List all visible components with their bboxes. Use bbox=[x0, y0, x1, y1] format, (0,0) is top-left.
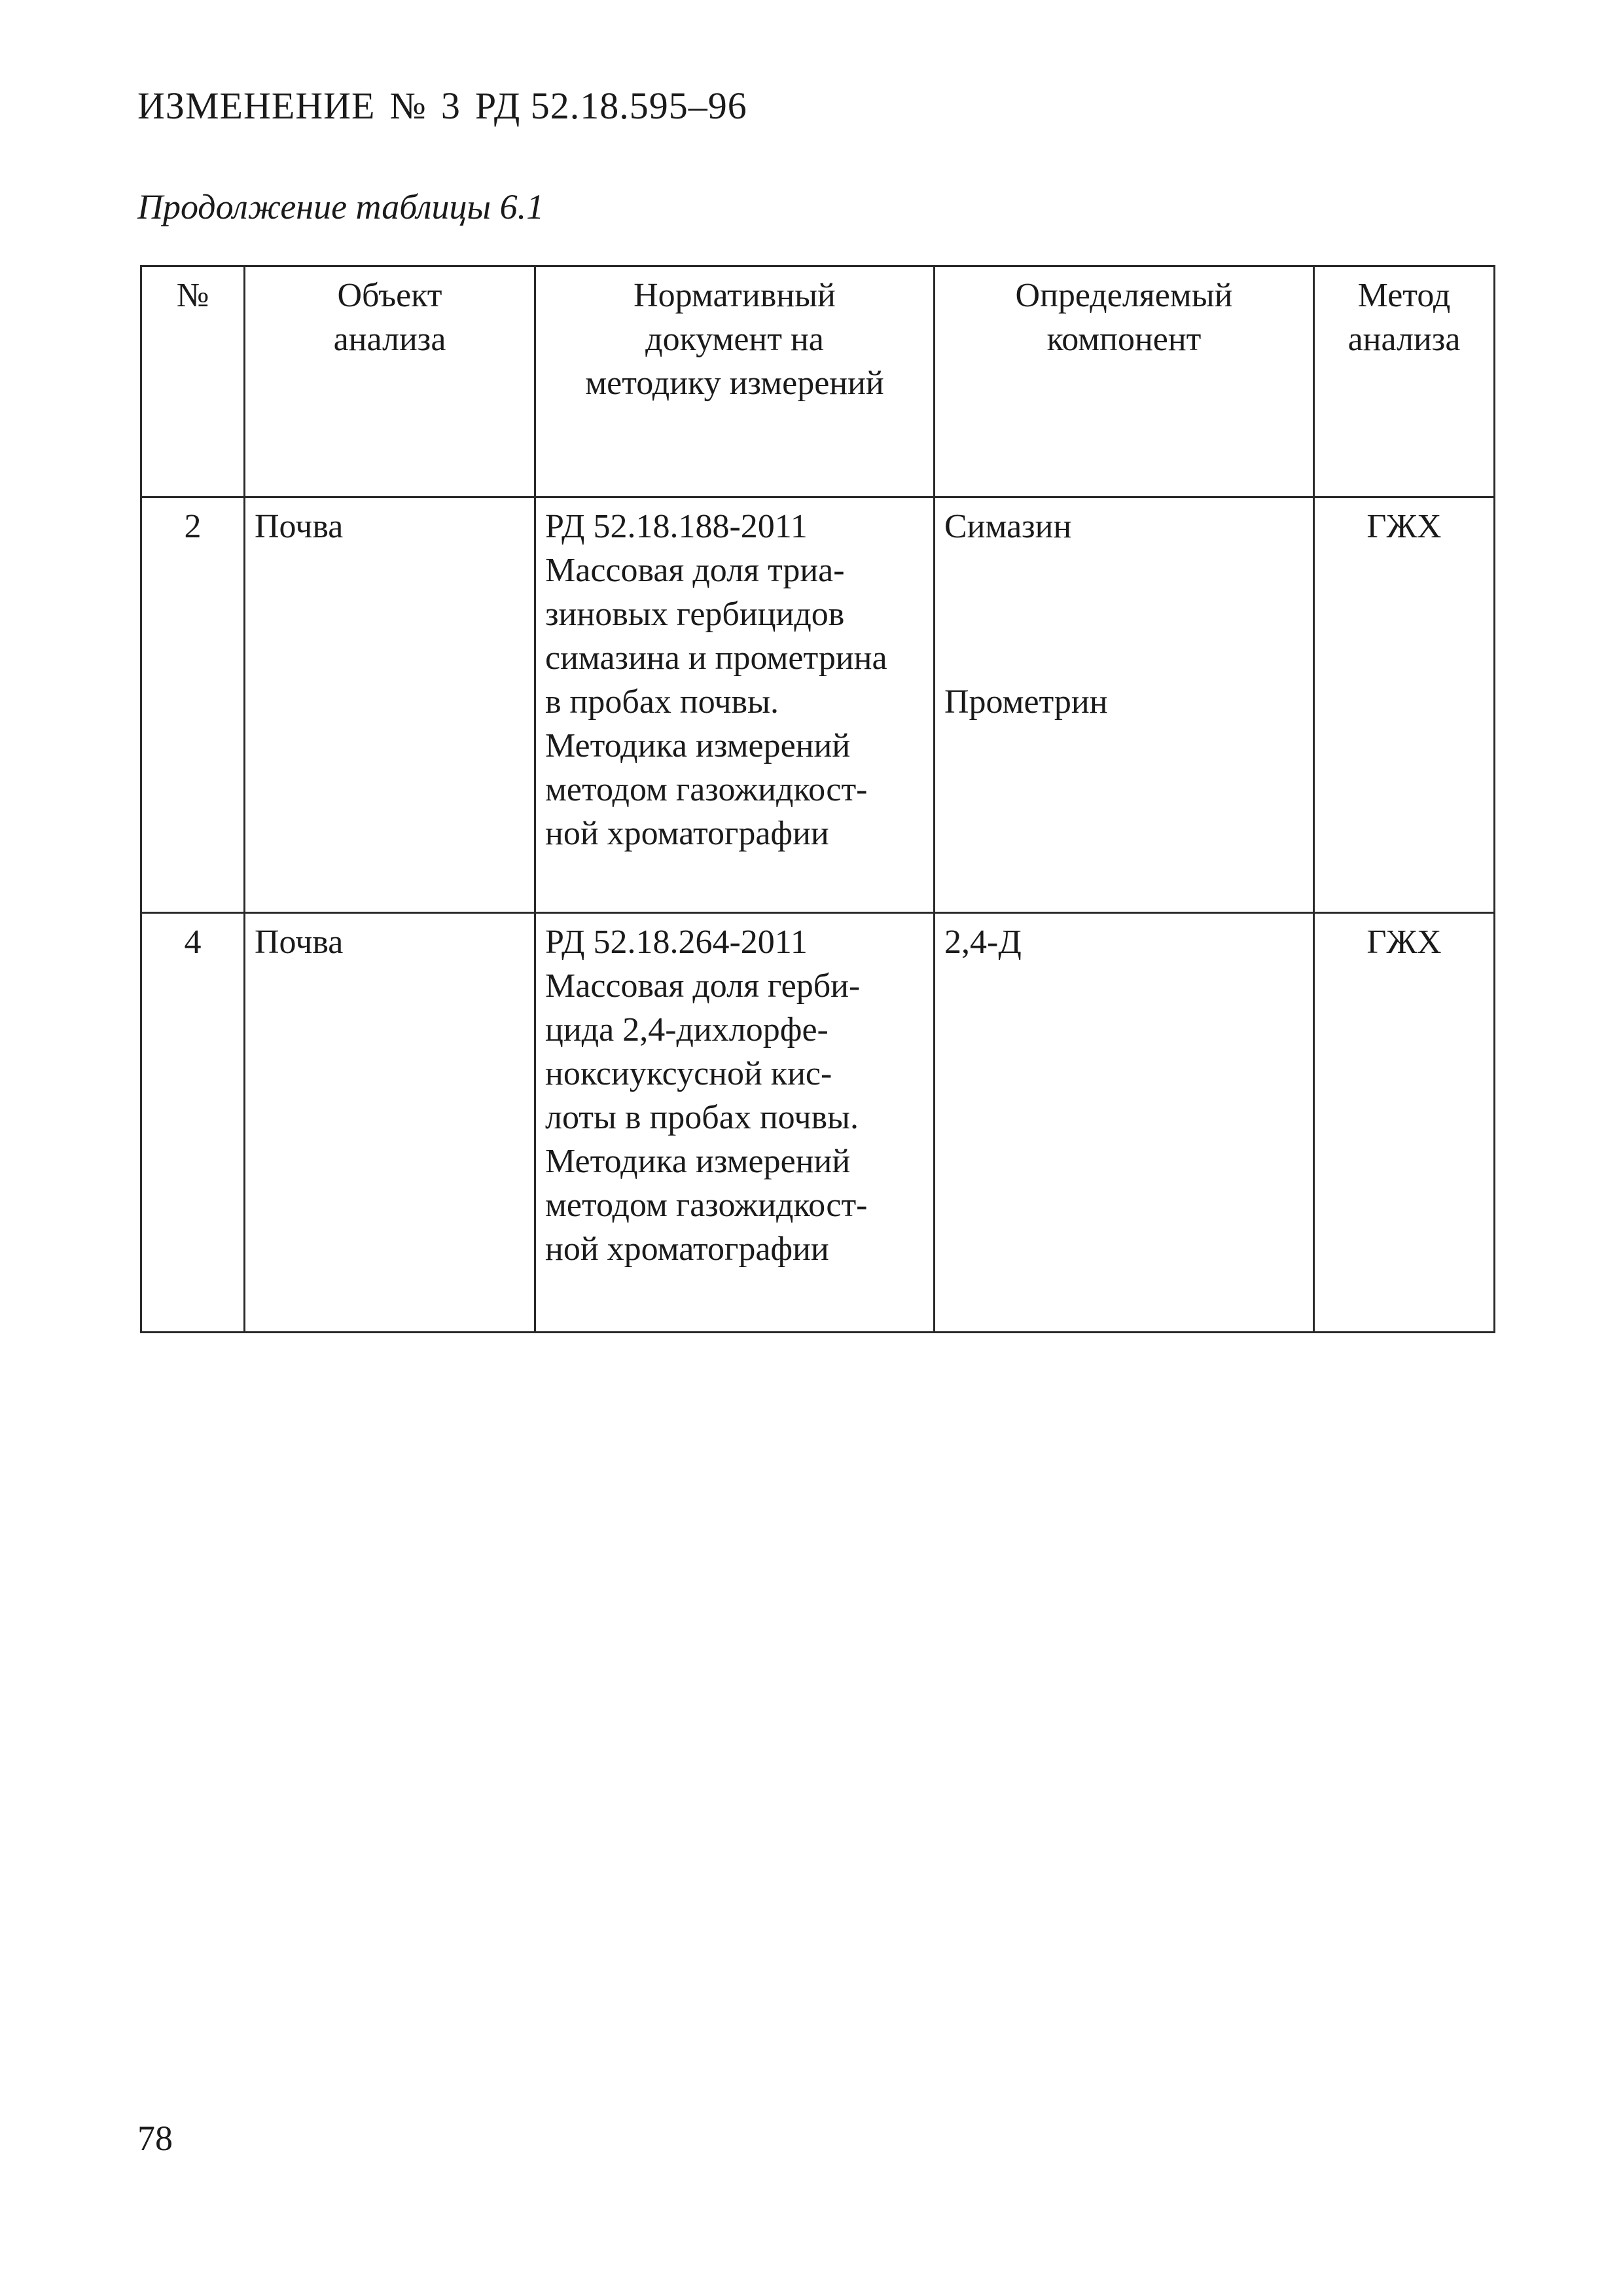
table-caption: Продолжение таблицы 6.1 bbox=[137, 187, 544, 226]
row-object: Почва bbox=[245, 913, 535, 1333]
header-change-label: ИЗМЕНЕНИЕ bbox=[137, 84, 376, 127]
header-cell-number: № bbox=[141, 266, 245, 497]
row-number: 4 bbox=[141, 913, 245, 1333]
header-cell-component: Определяемый компонент bbox=[935, 266, 1314, 497]
header-document-code: РД 52.18.595–96 bbox=[474, 84, 747, 127]
row-components bbox=[935, 497, 1314, 913]
document-header bbox=[137, 84, 747, 128]
row-number: 2 bbox=[141, 497, 245, 913]
header-change-number: 3 bbox=[440, 84, 461, 127]
table-header-row bbox=[141, 266, 1495, 497]
row-method: ГЖХ bbox=[1314, 497, 1495, 913]
page-number: 78 bbox=[137, 2119, 173, 2158]
table-row bbox=[141, 913, 1495, 1333]
component-simazine: Симазин bbox=[944, 508, 1072, 545]
row-document: РД 52.18.264-2011 Массовая доля герби- цида 2,4-дихлорфе- ноксиуксусной кис- лоты в пробах почвы. Методика измерений методом газожидкост- ной хроматографии bbox=[535, 913, 935, 1333]
row-document: РД 52.18.188-2011 Массовая доля триа- зиновых гербицидов симазина и прометрина в пробах почвы. Методика измерений методом газожидкост- ной хроматографии bbox=[535, 497, 935, 913]
header-cell-object: Объект анализа bbox=[245, 266, 535, 497]
component-prometryn: Прометрин bbox=[944, 683, 1108, 721]
component-24d: 2,4-Д bbox=[944, 924, 1022, 961]
header-cell-method: Метод анализа bbox=[1314, 266, 1495, 497]
table-row bbox=[141, 497, 1495, 913]
header-number-sign: № bbox=[389, 84, 427, 127]
row-method: ГЖХ bbox=[1314, 913, 1495, 1333]
header-cell-document: Нормативный документ на методику измерений bbox=[535, 266, 935, 497]
row-object: Почва bbox=[245, 497, 535, 913]
methods-table bbox=[140, 265, 1495, 1333]
row-components bbox=[935, 913, 1314, 1333]
